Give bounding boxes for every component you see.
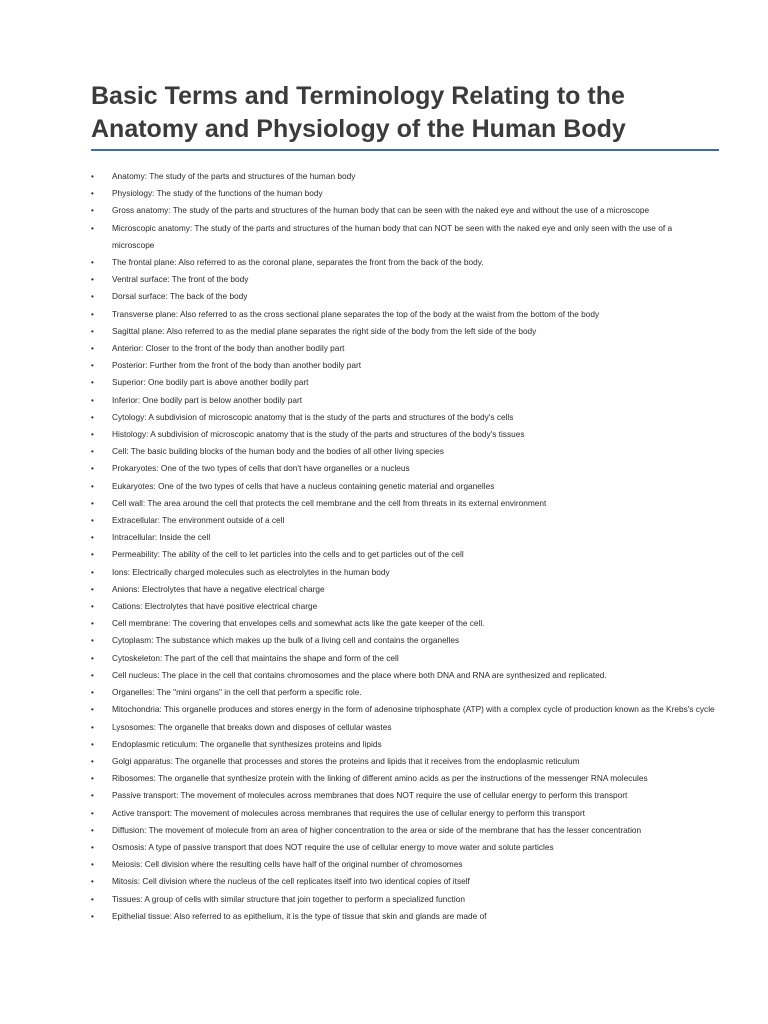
list-item [91, 323, 716, 340]
list-item [91, 357, 716, 374]
list-item-text: Posterior: Further from the front of the body than another bodily part [112, 360, 362, 371]
bullet-icon: • [91, 825, 94, 835]
list-item-text: Epithelial tissue: Also referred to as epithelium, it is the type of tissue that skin and glands are made of [112, 910, 487, 921]
list-item [91, 650, 716, 667]
bullet-icon: • [91, 722, 94, 732]
list-item [91, 701, 716, 718]
bullet-icon: • [91, 602, 94, 612]
bullet-icon: • [91, 223, 94, 233]
list-item-text: Gross anatomy: The study of the parts and structures of the human body that can be seen with the naked eye and without the use of a microscope [112, 205, 650, 216]
bullet-icon: • [91, 842, 94, 852]
list-item-text: Endoplasmic reticulum: The organelle that synthesizes proteins and lipids [112, 738, 382, 749]
list-item [91, 443, 716, 460]
bullet-icon: • [91, 378, 94, 388]
bullet-icon: • [91, 481, 94, 491]
bullet-icon: • [91, 275, 94, 285]
list-item [91, 546, 716, 563]
list-item [91, 460, 716, 477]
list-item [91, 426, 716, 443]
list-item-text: Osmosis: A type of passive transport that does NOT require the use of cellular energy to move water and solute particles [112, 841, 554, 852]
bullet-icon: • [91, 550, 94, 560]
list-item-text: Eukaryotes: One of the two types of cells that have a nucleus containing genetic material and organelles [112, 480, 495, 491]
list-item [91, 839, 716, 856]
bullet-icon: • [91, 670, 94, 680]
list-item-text: Cytoplasm: The substance which makes up the bulk of a living cell and contains the organelles [112, 635, 460, 646]
list-item [91, 667, 716, 684]
list-item-text: Ions: Electrically charged molecules such as electrolytes in the human body [112, 566, 390, 577]
list-item-text: Active transport: The movement of molecules across membranes that requires the use of cellular energy to perform this transport [112, 807, 585, 818]
list-item [91, 478, 716, 495]
list-item-text: Superior: One bodily part is above another bodily part [112, 377, 309, 388]
list-item-text: Prokaryotes: One of the two types of cells that don't have organelles or a nucleus [112, 463, 410, 474]
bullet-icon: • [91, 412, 94, 422]
page-title: Basic Terms and Terminology Relating to the Anatomy and Physiology of the Human Body [91, 82, 626, 143]
list-item-text: Anatomy: The study of the parts and structures of the human body [112, 171, 356, 181]
bullet-icon: • [91, 258, 94, 268]
bullet-icon: • [91, 172, 94, 181]
list-item [91, 168, 716, 185]
list-item [91, 185, 716, 202]
list-item-text: Diffusion: The movement of molecule from an area of higher concentration to the area or side of the membrane that has the lesser concentration [112, 824, 642, 835]
list-item [91, 409, 716, 426]
list-item [91, 822, 716, 839]
bullet-icon: • [91, 206, 94, 216]
list-item [91, 753, 716, 770]
bullet-icon: • [91, 688, 94, 698]
list-item-text: Mitosis: Cell division where the nucleus of the cell replicates itself into two identical copies of itself [112, 876, 470, 887]
bullet-icon: • [91, 498, 94, 508]
list-item-text: Anions: Electrolytes that have a negative electrical charge [112, 583, 325, 594]
list-item-text: Intracellular: Inside the cell [112, 532, 211, 543]
bullet-icon: • [91, 292, 94, 302]
list-item [91, 288, 716, 305]
bullet-icon: • [91, 636, 94, 646]
list-item [91, 908, 716, 925]
list-item-text: Physiology: The study of the functions of the human body [112, 188, 323, 199]
bullet-icon: • [91, 447, 94, 457]
list-item-text: Sagittal plane: Also referred to as the medial plane separates the right side of the body from the left side of the body [112, 325, 537, 336]
bullet-icon: • [91, 739, 94, 749]
list-item [91, 598, 716, 615]
bullet-icon: • [91, 619, 94, 629]
list-item-text: Passive transport: The movement of molecules across membranes that does NOT require the use of cellular energy to perform this transport [112, 790, 628, 801]
list-item-text: Tissues: A group of cells with similar structure that join together to perform a specialized function [112, 893, 465, 904]
list-item-text: The frontal plane: Also referred to as the coronal plane, separates the front from the back of the body. [112, 257, 484, 268]
bullet-icon: • [91, 309, 94, 319]
list-item-text: Golgi apparatus: The organelle that processes and stores the proteins and lipids that it receives from the endoplasmic reticulum [112, 755, 580, 766]
bullet-icon: • [91, 516, 94, 526]
list-item-text: Microscopic anatomy: The study of the parts and structures of the human body that can NOT be seen with the naked eye and only seen with the use of a microscope [112, 222, 673, 250]
list-item [91, 856, 716, 873]
list-item [91, 770, 716, 787]
list-item [91, 374, 716, 391]
list-item-text: Ribosomes: The organelle that synthesize protein with the linking of different amino acids as per the instructions of the messenger RNA molecules [112, 773, 648, 784]
title-underline-rule [91, 149, 719, 151]
list-item [91, 581, 716, 598]
list-item-text: Permeability: The ability of the cell to let particles into the cells and to get particles out of the cell [112, 549, 464, 560]
list-item-text: Meiosis: Cell division where the resulting cells have half of the original number of chromosomes [112, 859, 463, 870]
bullet-icon: • [91, 653, 94, 663]
bullet-icon: • [91, 567, 94, 577]
bullet-icon: • [91, 860, 94, 870]
bullet-icon: • [91, 344, 94, 354]
list-item [91, 306, 716, 323]
list-item [91, 615, 716, 632]
bullet-icon: • [91, 756, 94, 766]
list-item [91, 632, 716, 649]
list-item [91, 271, 716, 288]
list-item [91, 495, 716, 512]
bullet-icon: • [91, 791, 94, 801]
bullet-icon: • [91, 584, 94, 594]
list-item-text: Cell membrane: The covering that envelopes cells and somewhat acts like the gate keeper of the cell. [112, 618, 485, 629]
list-item [91, 340, 716, 357]
list-item [91, 736, 716, 753]
list-item-text: Histology: A subdivision of microscopic anatomy that is the study of the parts and structures of the body's tissues [112, 429, 525, 440]
list-item [91, 891, 716, 908]
bullet-icon: • [91, 430, 94, 440]
bullet-icon: • [91, 894, 94, 904]
bullet-icon: • [91, 877, 94, 887]
bullet-icon: • [91, 705, 94, 715]
list-item [91, 684, 716, 701]
list-item-text: Organelles: The "mini organs" in the cell that perform a specific role. [112, 687, 362, 698]
list-item [91, 719, 716, 736]
bullet-icon: • [91, 808, 94, 818]
list-item-text: Ventral surface: The front of the body [112, 274, 249, 285]
list-item-text: Extracellular: The environment outside of a cell [112, 515, 285, 526]
list-item-text: Anterior: Closer to the front of the body than another bodily part [112, 343, 345, 354]
list-item-text: Cytoskeleton: The part of the cell that maintains the shape and form of the cell [112, 652, 399, 663]
list-item [91, 202, 716, 219]
list-item [91, 564, 716, 581]
bullet-icon: • [91, 774, 94, 784]
bullet-icon: • [91, 395, 94, 405]
list-item-text: Dorsal surface: The back of the body [112, 291, 248, 302]
list-item-text: Inferior: One bodily part is below another bodily part [112, 394, 303, 405]
list-item [91, 254, 716, 271]
list-item-text: Lysosomes: The organelle that breaks down and disposes of cellular wastes [112, 721, 392, 732]
list-item [91, 512, 716, 529]
list-item [91, 805, 716, 822]
list-item-text: Cations: Electrolytes that have positive electrical charge [112, 601, 318, 612]
list-item-text: Mitochondria: This organelle produces and stores energy in the form of adenosine triphosphate (ATP) with a complex cycle of production known as the Krebs's cycle [112, 704, 715, 715]
list-item [91, 529, 716, 546]
bullet-icon: • [91, 361, 94, 371]
list-item-text: Cell wall: The area around the cell that protects the cell membrane and the cell from threats in its external environment [112, 497, 547, 508]
bullet-icon: • [91, 533, 94, 543]
list-item-text: Cell: The basic building blocks of the human body and the bodies of all other living species [112, 446, 444, 457]
list-item [91, 787, 716, 804]
list-item [91, 392, 716, 409]
bullet-icon: • [91, 326, 94, 336]
bullet-icon: • [91, 464, 94, 474]
list-item-text: Cytology: A subdivision of microscopic anatomy that is the study of the parts and structures of the body's cells [112, 411, 514, 422]
list-item [91, 873, 716, 890]
list-item-text: Cell nucleus: The place in the cell that contains chromosomes and the place where both DNA and RNA are synthesized and replicated. [112, 669, 607, 680]
bullet-icon: • [91, 911, 94, 921]
term-list [91, 168, 716, 925]
list-item-text: Transverse plane: Also referred to as the cross sectional plane separates the top of the body at the waist from the bottom of the body [112, 308, 600, 319]
list-item [91, 220, 716, 254]
bullet-icon: • [91, 189, 94, 199]
